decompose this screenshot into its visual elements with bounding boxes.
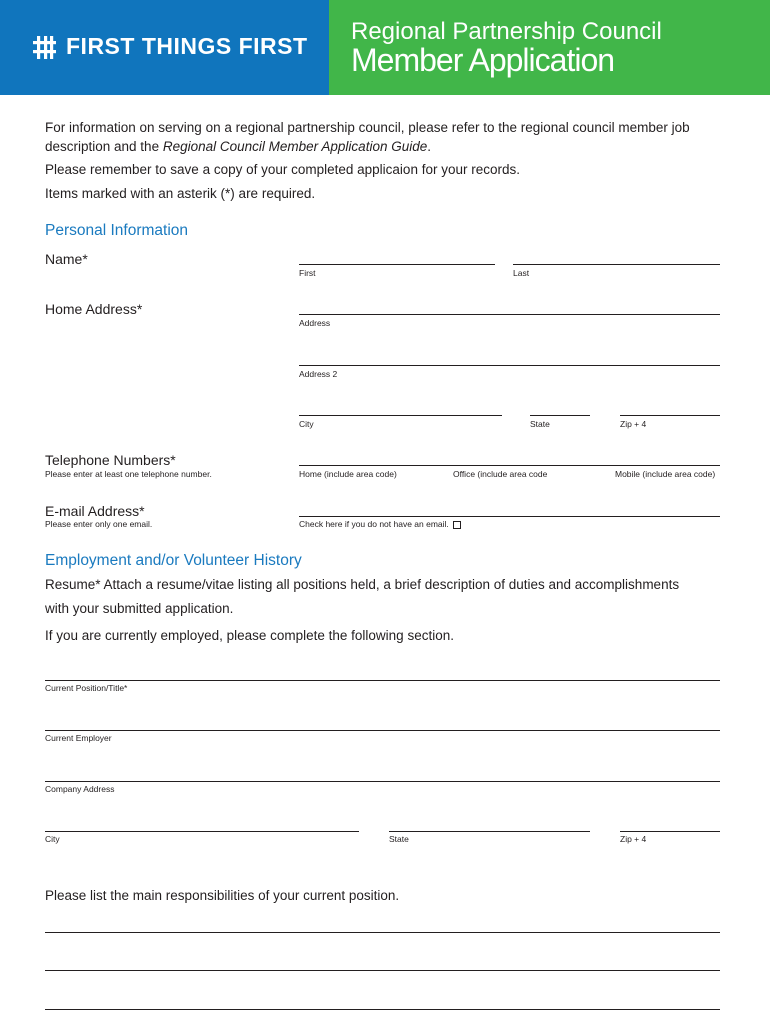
address-2-field[interactable] (299, 365, 720, 366)
position-field[interactable] (45, 680, 720, 681)
city-field[interactable] (299, 415, 502, 416)
page-title: Member Application (351, 42, 615, 78)
city-caption: City (299, 419, 314, 429)
first-name-caption: First (299, 268, 316, 278)
name-label: Name* (45, 251, 88, 267)
position-caption: Current Position/Title* (45, 683, 128, 693)
first-name-field[interactable] (299, 264, 495, 265)
no-email-checkbox[interactable] (453, 521, 461, 529)
resume-line-1: Resume* Attach a resume/vitae listing all positions held, a brief description of duties and accomplishments (45, 577, 680, 592)
responsibilities-prompt: Please list the main responsibilities of your current position. (45, 888, 400, 903)
address-2-caption: Address 2 (299, 369, 338, 379)
telephone-hint: Please enter at least one telephone number. (45, 469, 212, 479)
company-zip-field[interactable] (620, 831, 720, 832)
mobile-phone-caption: Mobile (include area code) (615, 469, 716, 479)
personal-info-heading: Personal Information (45, 222, 189, 239)
header-logo-band (0, 0, 329, 95)
company-state-caption: State (389, 834, 409, 844)
intro-line-2-suffix: . (427, 139, 431, 154)
header-subtitle: Regional Partnership Council (351, 18, 662, 45)
company-address-caption: Company Address (45, 784, 115, 794)
address-caption: Address (299, 318, 331, 328)
responsibilities-line-2[interactable] (45, 970, 720, 971)
intro-line-4: Items marked with an asterik (*) are required. (45, 186, 316, 201)
state-field[interactable] (530, 415, 590, 416)
email-hint: Please enter only one email. (45, 519, 153, 529)
last-name-caption: Last (513, 268, 530, 278)
intro-line-2-prefix: description and the (45, 139, 163, 154)
home-phone-caption: Home (include area code) (299, 469, 397, 479)
no-email-caption: Check here if you do not have an email. (299, 519, 449, 529)
responsibilities-line-1[interactable] (45, 932, 720, 933)
address-field[interactable] (299, 314, 720, 315)
company-city-field[interactable] (45, 831, 359, 832)
last-name-field[interactable] (513, 264, 720, 265)
office-phone-caption: Office (include area code (453, 469, 548, 479)
resume-line-2: with your submitted application. (45, 601, 234, 616)
email-label: E-mail Address* (45, 503, 145, 519)
intro-line-2 (45, 139, 431, 154)
intro-line-3: Please remember to save a copy of your completed applicaion for your records. (45, 162, 520, 177)
email-field[interactable] (299, 516, 720, 517)
hash-logo-icon (33, 36, 56, 59)
employer-field[interactable] (45, 730, 720, 731)
company-address-field[interactable] (45, 781, 720, 782)
telephone-label: Telephone Numbers* (45, 452, 176, 468)
home-address-label: Home Address* (45, 301, 143, 317)
intro-line-1: For information on serving on a regional partnership council, please refer to the regional council member job (45, 120, 690, 135)
guide-reference: Regional Council Member Application Guide (162, 139, 428, 154)
employed-note: If you are currently employed, please complete the following section. (45, 628, 454, 643)
telephone-field[interactable] (299, 465, 720, 466)
employer-caption: Current Employer (45, 733, 112, 743)
no-email-option (299, 519, 461, 529)
company-city-caption: City (45, 834, 60, 844)
responsibilities-line-3[interactable] (45, 1009, 720, 1010)
zip-field[interactable] (620, 415, 720, 416)
zip-caption: Zip + 4 (620, 419, 647, 429)
employment-heading: Employment and/or Volunteer History (45, 552, 302, 569)
logo-text: FIRST THINGS FIRST (66, 33, 308, 59)
state-caption: State (530, 419, 550, 429)
company-zip-caption: Zip + 4 (620, 834, 647, 844)
company-state-field[interactable] (389, 831, 590, 832)
